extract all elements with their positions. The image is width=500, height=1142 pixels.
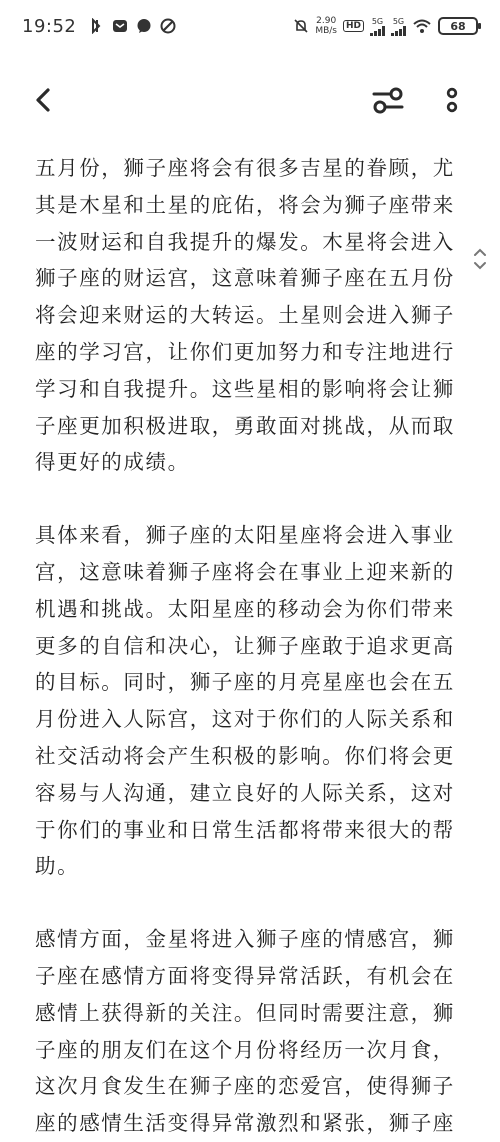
battery-indicator (438, 17, 478, 35)
sim1-signal (370, 17, 385, 36)
signal-bars-icon (391, 26, 406, 36)
app-notification-icon (88, 18, 104, 34)
wifi-icon (412, 18, 432, 34)
more-vertical-icon (438, 82, 466, 118)
chevron-up-icon[interactable] (473, 246, 487, 258)
article-body (35, 150, 460, 1142)
reading-settings-button[interactable] (370, 82, 406, 118)
gallery-notification-icon (112, 18, 128, 34)
net-speed-unit: MB/s (315, 26, 337, 36)
mute-icon (293, 18, 309, 34)
page-scroll-control[interactable] (470, 246, 490, 286)
article-paragraph: 五月份，狮子座将会有很多吉星的眷顾，尤其是木星和土星的庇佑，将会为狮子座带来一波财运和自我提升的爆发。木星将会进入狮子座的财运宫，这意味着狮子座在五月份将会迎来财运的大转运。土星则会进入狮子座的学习宫，让你们更加努力和专注地进行学习和自我提升。这些星相的影响将会让狮子座更加积极进取，勇敢面对挑战，从而取得更好的成绩。 (35, 156, 455, 475)
back-button[interactable] (26, 82, 62, 118)
article-paragraph: 具体来看，狮子座的太阳星座将会进入事业宫，这意味着狮子座将会在事业上迎来新的机遇和挑战。太阳星座的移动会为你们带来更多的自信和决心，让狮子座敢于追求更高的目标。同时，狮子座的月亮星座也会在五月份进入人际宫，这对于你们的人际关系和社交活动将会产生积极的影响。你们将会更容易与人沟通，建立良好的人际关系，这对于你们的事业和日常生活都将带来很大的帮助。 (35, 523, 455, 879)
battery-level: 68 (450, 19, 466, 33)
article-paragraph: 感情方面，金星将进入狮子座的情感宫，狮子座在感情方面将变得异常活跃，有机会在感情上获得新的关注。但同时需要注意，狮子座的朋友们在这个月份将经历一次月食，这次月食发生在狮子座的恋爱宫，使得狮子座的感情生活变得异常激烈和紧张，狮子座 (35, 927, 455, 1136)
net-speed (315, 16, 337, 36)
status-time: 19:52 (22, 15, 77, 37)
status-bar (0, 0, 500, 52)
sim1-label: 5G (371, 16, 384, 26)
browser-notification-icon (160, 18, 176, 34)
chat-notification-icon (136, 18, 152, 34)
chevron-left-icon (26, 82, 62, 118)
chevron-down-icon[interactable] (473, 260, 487, 272)
sliders-icon (370, 82, 406, 118)
toolbar (0, 70, 500, 130)
signal-bars-icon (370, 26, 385, 36)
sim2-signal (391, 17, 406, 36)
more-options-button[interactable] (438, 82, 466, 118)
status-right (293, 16, 478, 36)
net-speed-value: 2.90 (316, 16, 337, 26)
status-left (22, 16, 176, 37)
hd-badge: HD (343, 20, 364, 32)
sim2-label: 5G (392, 16, 405, 26)
